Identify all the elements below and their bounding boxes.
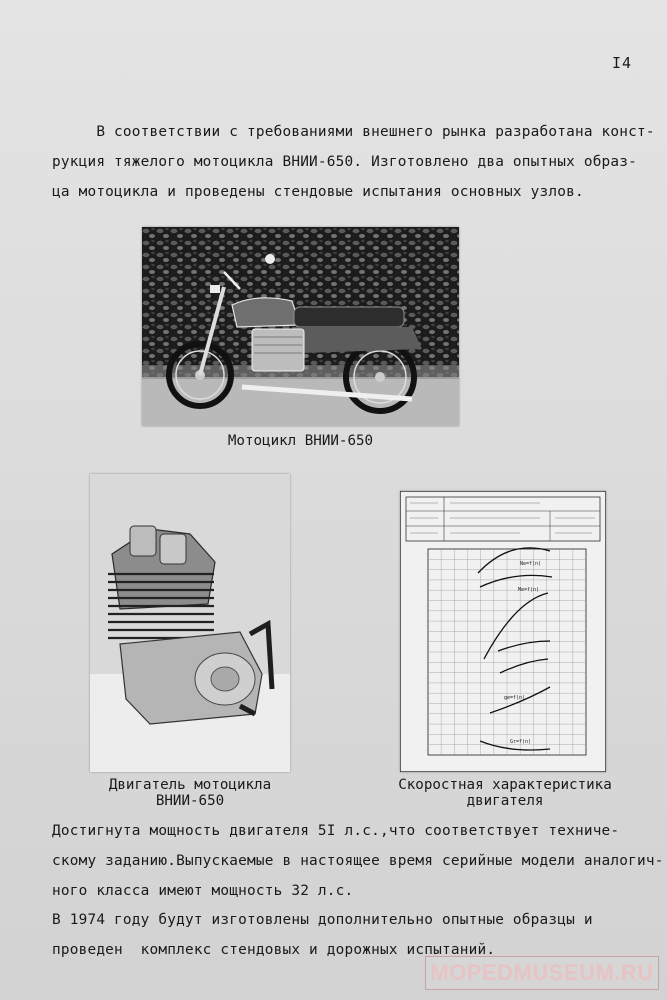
- engine-caption: Двигатель мотоцикла ВНИИ-650: [108, 777, 272, 809]
- page-number: I4: [612, 54, 633, 72]
- plan-line: проведен комплекс стендовых и дорожных испытаний.: [52, 942, 496, 958]
- speed-characteristic-chart: [400, 491, 606, 772]
- intro-line: рукция тяжелого мотоцикла ВНИИ-650. Изготовлено два опытных образ-: [52, 154, 638, 170]
- chart-caption: Скоростная характеристика двигателя: [398, 777, 612, 809]
- intro-line: ца мотоцикла и проведены стендовые испытания основных узлов.: [52, 184, 584, 200]
- watermark: MOPEDMUSEUM.RU: [425, 956, 659, 990]
- result-line: скому заданию.Выпускаемые в настоящее время серийные модели аналогич-: [52, 853, 664, 869]
- result-line: ного класса имеют мощность 32 л.с.: [52, 883, 354, 899]
- motorcycle-caption: Мотоцикл ВНИИ-650: [227, 433, 374, 449]
- chart-curve-label: Gт=f(n): [510, 739, 532, 745]
- result-line: Достигнута мощность двигателя 5I л.с.,что соответствует техниче-: [52, 823, 620, 839]
- motorcycle-photo: [142, 227, 459, 426]
- plan-line: В 1974 году будут изготовлены дополнительно опытные образцы и: [52, 912, 593, 928]
- chart-curve-label: Ne=f(n): [520, 561, 542, 567]
- chart-curve-label: ge=f(n): [504, 695, 526, 701]
- engine-photo: [90, 474, 290, 772]
- intro-line: В соответствии с требованиями внешнего рынка разработана конст-: [52, 124, 655, 140]
- chart-curve-label: Me=f(n): [518, 587, 540, 593]
